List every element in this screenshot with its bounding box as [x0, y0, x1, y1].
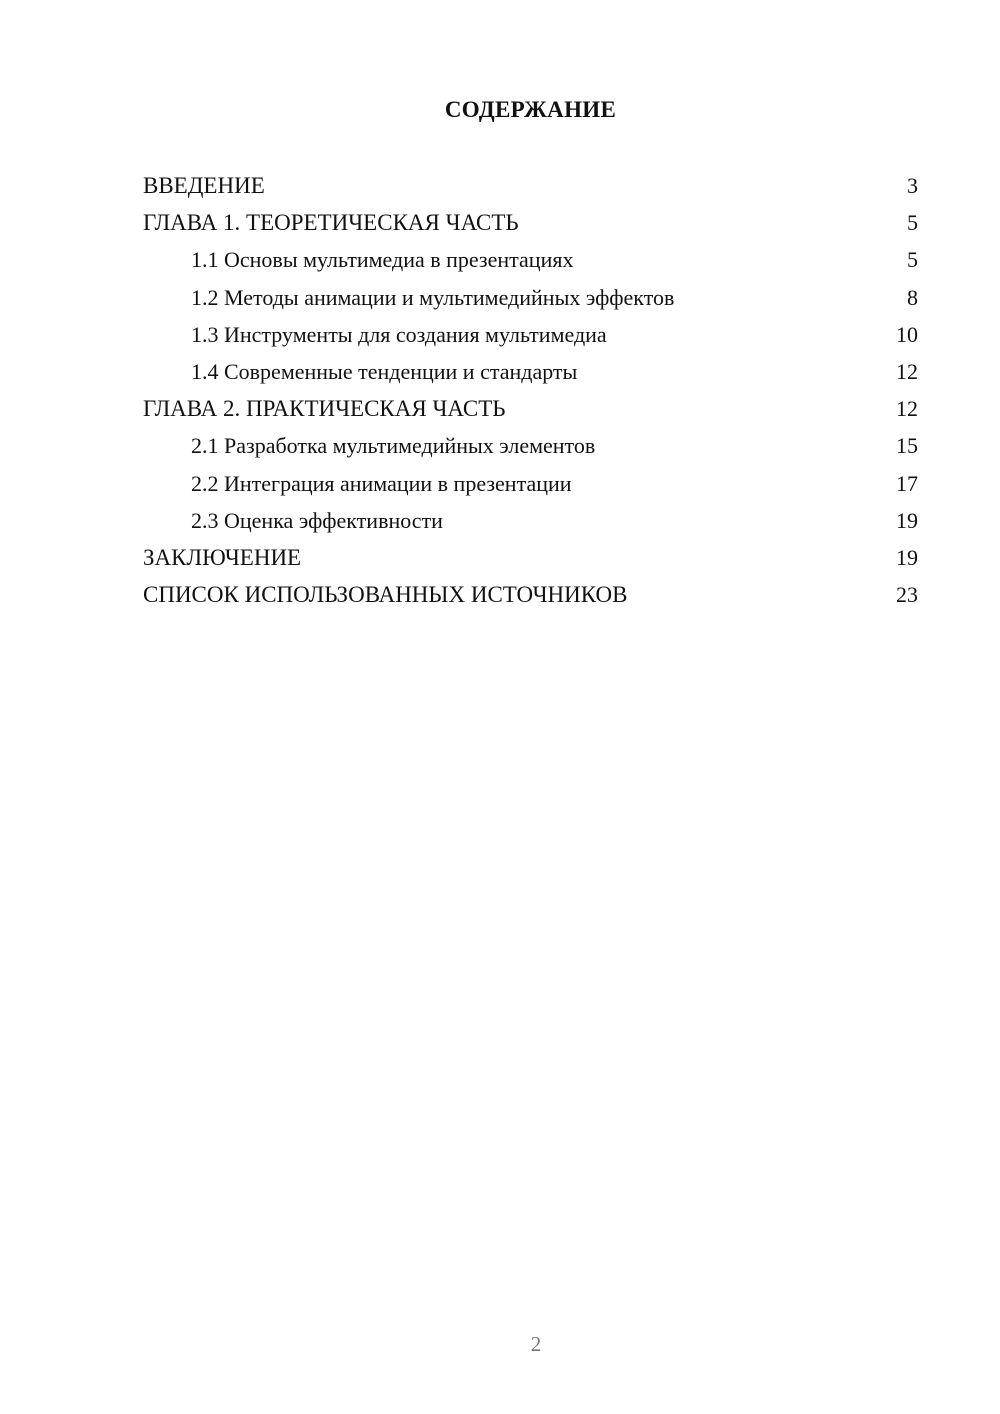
toc-entry-text: ГЛАВА 2. ПРАКТИЧЕСКАЯ ЧАСТЬ	[143, 396, 506, 422]
toc-entry-page: 12	[896, 358, 918, 384]
toc-entry-page: 12	[896, 396, 918, 422]
toc-entry-page: 10	[896, 321, 918, 347]
toc-entry-page: 23	[896, 582, 918, 608]
toc-entry-text: 2.1 Разработка мультимедийных элементов	[191, 433, 596, 459]
toc-entry-page: 19	[896, 507, 918, 533]
toc-list	[143, 167, 918, 613]
toc-entry-section-1-1[interactable]	[143, 241, 918, 278]
toc-entry-text: ЗАКЛЮЧЕНИЕ	[143, 544, 302, 570]
toc-entry-page: 8	[907, 284, 918, 310]
toc-entry-text: 1.1 Основы мультимедиа в презентациях	[191, 247, 574, 273]
toc-entry-page: 15	[896, 433, 918, 459]
toc-entry-section-1-3[interactable]	[143, 316, 918, 353]
toc-entry-text: 2.2 Интеграция анимации в презентации	[191, 470, 572, 496]
page-number: 2	[530, 1332, 542, 1356]
toc-entry-page: 17	[896, 470, 918, 496]
toc-entry-page: 5	[907, 210, 918, 236]
toc-entry-page: 19	[896, 544, 918, 570]
toc-entry-text: 1.3 Инструменты для создания мультимедиа	[191, 321, 607, 347]
toc-entry-text: 1.4 Современные тенденции и стандарты	[191, 358, 578, 384]
toc-entry-text: 2.3 Оценка эффективности	[191, 507, 443, 533]
toc-entry-section-2-2[interactable]	[143, 465, 918, 502]
toc-entry-text: ВВЕДЕНИЕ	[143, 173, 265, 198]
toc-title: СОДЕРЖАНИЕ	[444, 97, 617, 122]
toc-entry-chapter-1[interactable]	[143, 204, 918, 241]
toc-entry-page: 3	[907, 173, 918, 198]
toc-entry-section-1-4[interactable]	[143, 353, 918, 390]
toc-entry-text: СПИСОК ИСПОЛЬЗОВАННЫХ ИСТОЧНИКОВ	[143, 582, 628, 608]
toc-entry-section-2-1[interactable]	[143, 427, 918, 464]
toc-entry-page: 5	[907, 247, 918, 273]
toc-entry-chapter-2[interactable]	[143, 390, 918, 427]
toc-entry-conclusion[interactable]	[143, 539, 918, 576]
toc-entry-references[interactable]	[143, 576, 918, 613]
toc-entry-section-2-3[interactable]	[143, 502, 918, 539]
toc-entry-section-1-2[interactable]	[143, 279, 918, 316]
toc-entry-text: 1.2 Методы анимации и мультимедийных эффектов	[191, 284, 675, 310]
toc-entry-introduction[interactable]	[143, 167, 918, 204]
toc-entry-text: ГЛАВА 1. ТЕОРЕТИЧЕСКАЯ ЧАСТЬ	[143, 210, 519, 236]
